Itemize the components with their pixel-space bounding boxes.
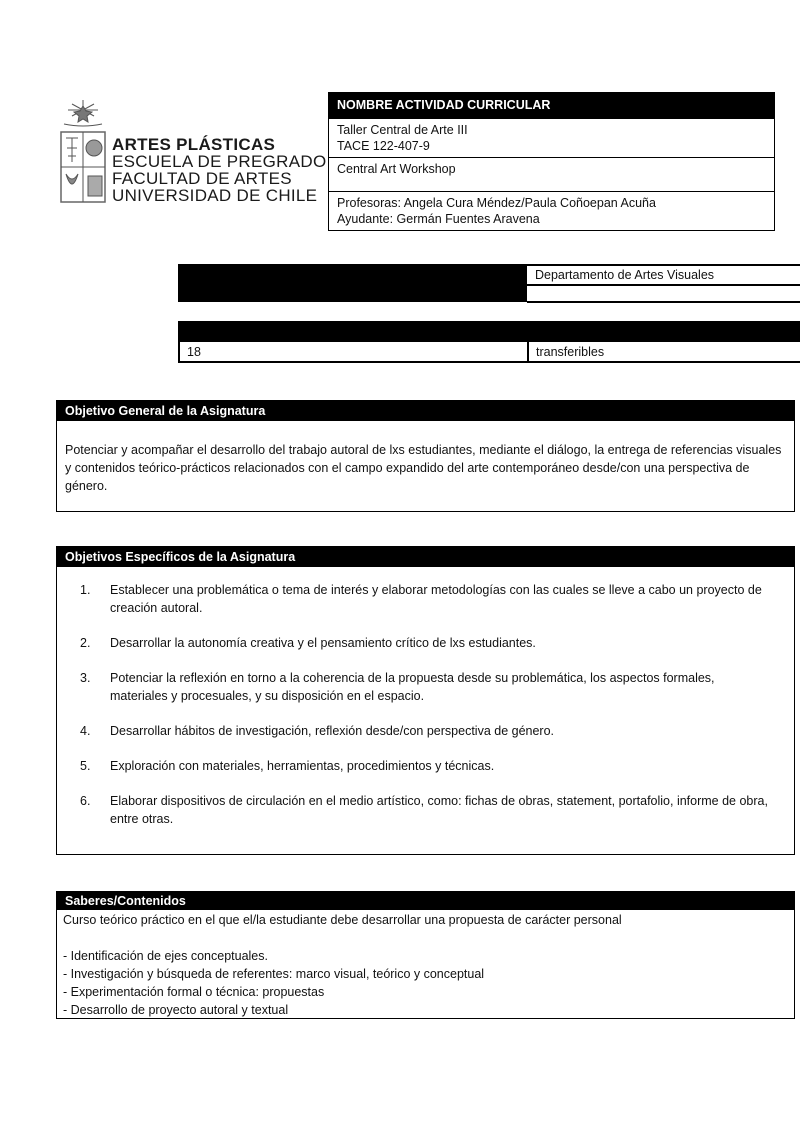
general-objective-box — [56, 400, 795, 512]
objective-item: 4. Desarrollar hábitos de investigación, reflexión desde/con perspectiva de género. — [80, 724, 555, 738]
type-cell: transferibles — [536, 345, 605, 359]
general-objective-text: Potenciar y acompañar el desarrollo del trabajo autoral de lxs estudiantes, mediante el diálogo, la entrega de referencias visuales y contenidos teórico-prácticos relacionados con el campo expandido del arte contemporáneo desde/con una perspectiva de género. — [65, 443, 782, 493]
activity-name-row — [329, 118, 774, 157]
specific-objectives-title: Objetivos Específicos de la Asignatura — [57, 547, 794, 567]
info-mid-rule — [527, 284, 800, 286]
activity-name-en-row — [329, 157, 774, 191]
department-cell: Departamento de Artes Visuales — [535, 268, 715, 282]
saberes-box — [56, 891, 795, 1019]
faculty-logo-text — [112, 136, 326, 204]
info-base-rule — [178, 361, 800, 363]
activity-name-box — [328, 92, 775, 231]
info-bottom-rule — [527, 301, 800, 303]
objective-item: 3. Potenciar la reflexión en torno a la coherencia de la propuesta desde su problemática, los aspectos formales, materiales y procesuales, y su disposición en el espacio. — [80, 671, 715, 703]
general-objective-title: Objetivo General de la Asignatura — [57, 401, 794, 421]
activity-assistant: Ayudante: Germán Fuentes Aravena — [337, 212, 540, 226]
activity-header: NOMBRE ACTIVIDAD CURRICULAR — [329, 93, 774, 118]
logo-line-4: UNIVERSIDAD DE CHILE — [112, 186, 318, 205]
objective-item: 6. Elaborar dispositivos de circulación en el medio artístico, como: fichas de obras, statement, portafolio, informe de obra, entre otras. — [80, 794, 768, 826]
info-redacted-block-1 — [178, 264, 527, 302]
logo-line-1: ARTES PLÁSTICAS — [112, 135, 276, 154]
saberes-item: - Experimentación formal o técnica: propuestas — [63, 985, 325, 999]
university-emblem-icon — [58, 98, 108, 210]
info-redacted-block-2 — [178, 321, 800, 342]
objective-item: 2. Desarrollar la autonomía creativa y el pensamiento crítico de lxs estudiantes. — [80, 636, 536, 650]
logo-line-2: ESCUELA DE PREGRADO — [112, 152, 327, 171]
specific-objectives-list — [57, 581, 794, 828]
saberes-item: - Investigación y búsqueda de referentes: marco visual, teórico y conceptual — [63, 967, 485, 981]
credits-cell: 18 — [187, 345, 201, 359]
saberes-item: - Desarrollo de proyecto autoral y textual — [63, 1003, 289, 1017]
activity-staff-row — [329, 191, 774, 230]
activity-teachers: Profesoras: Angela Cura Méndez/Paula Coñoepan Acuña — [337, 196, 656, 210]
activity-code: TACE 122-407-9 — [337, 139, 430, 153]
logo-line-3: FACULTAD DE ARTES — [112, 169, 292, 188]
specific-objectives-box — [56, 546, 795, 855]
saberes-body — [57, 910, 794, 1020]
saberes-intro: Curso teórico práctico en el que el/la estudiante debe desarrollar una propuesta de carácter personal — [63, 913, 622, 927]
objective-item: 5. Exploración con materiales, herramientas, procedimientos y técnicas. — [80, 759, 495, 773]
activity-name-en: Central Art Workshop — [337, 162, 456, 176]
objective-item: 1. Establecer una problemática o tema de interés y elaborar metodologías con las cuales se lleve a cabo un proyecto de creación autoral. — [80, 583, 762, 615]
activity-name-es: Taller Central de Arte III — [337, 123, 468, 137]
saberes-title: Saberes/Contenidos — [57, 892, 794, 910]
saberes-item: - Identificación de ejes conceptuales. — [63, 949, 268, 963]
